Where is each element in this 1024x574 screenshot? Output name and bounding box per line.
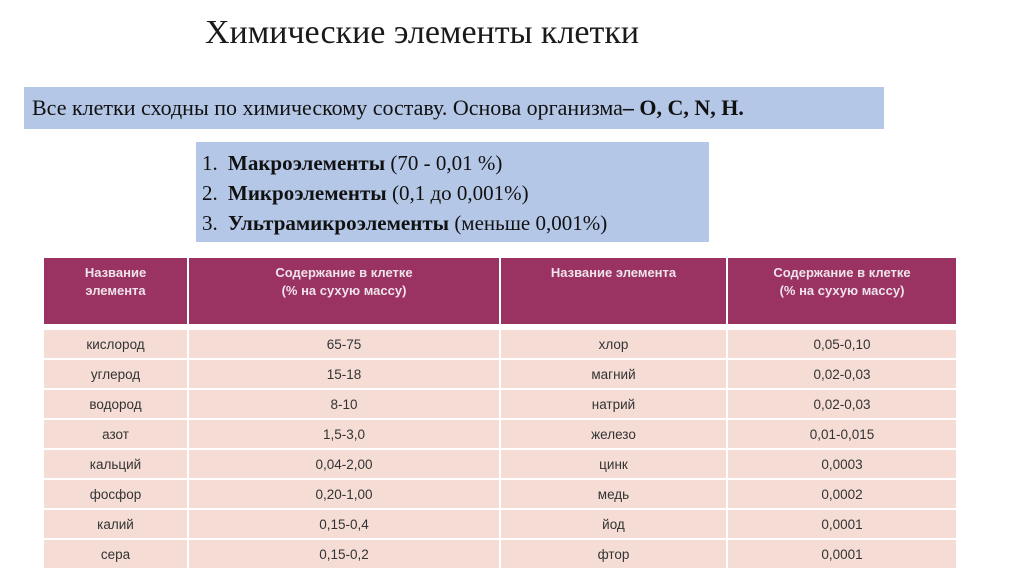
table-cell: углерод xyxy=(44,358,189,388)
table-cell: 0,0001 xyxy=(728,508,956,538)
header-element-name-2: Название элемента xyxy=(501,258,728,324)
table-cell: железо xyxy=(501,418,728,448)
table-cell: 0,15-0,4 xyxy=(189,508,501,538)
table-cell: фтор xyxy=(501,538,728,568)
list-item xyxy=(202,208,709,238)
table-row xyxy=(44,478,956,508)
table-row xyxy=(44,324,956,358)
table-cell: магний xyxy=(501,358,728,388)
elements-table xyxy=(44,258,956,568)
table-row xyxy=(44,448,956,478)
table-row xyxy=(44,418,956,448)
intro-text: Все клетки сходны по химическому составу. Основа организма xyxy=(32,95,623,120)
table-cell: цинк xyxy=(501,448,728,478)
table-cell: медь xyxy=(501,478,728,508)
table-cell: сера xyxy=(44,538,189,568)
table-cell: 0,02-0,03 xyxy=(728,358,956,388)
header-content-2: Содержание в клетке (% на сухую массу) xyxy=(728,258,956,324)
table-cell: 0,02-0,03 xyxy=(728,388,956,418)
list-rest: (0,1 до 0,001%) xyxy=(386,181,529,205)
table-cell: хлор xyxy=(501,324,728,358)
table-cell: 0,05-0,10 xyxy=(728,324,956,358)
elements-table-container xyxy=(44,258,956,563)
list-item xyxy=(202,148,709,178)
table-cell: 8-10 xyxy=(189,388,501,418)
table-cell: 0,15-0,2 xyxy=(189,538,501,568)
list-rest: (меньше 0,001%) xyxy=(449,211,608,235)
table-row xyxy=(44,538,956,568)
header-element-name: Название элемента xyxy=(44,258,189,324)
table-cell: 15-18 xyxy=(189,358,501,388)
table-cell: натрий xyxy=(501,388,728,418)
table-cell: кальций xyxy=(44,448,189,478)
list-bold: Макроэлементы xyxy=(228,151,386,175)
table-cell: 0,0001 xyxy=(728,538,956,568)
list-number: 1. xyxy=(202,151,218,175)
table-cell: 0,0003 xyxy=(728,448,956,478)
intro-bold-text: – O, C, N, H. xyxy=(622,95,744,120)
table-row xyxy=(44,508,956,538)
table-cell: кислород xyxy=(44,324,189,358)
table-cell: йод xyxy=(501,508,728,538)
element-groups-list xyxy=(196,142,709,242)
intro-box xyxy=(24,87,884,129)
page-title: Химические элементы клетки xyxy=(205,14,640,51)
table-row xyxy=(44,388,956,418)
list-bold: Микроэлементы xyxy=(228,181,387,205)
table-cell: 0,04-2,00 xyxy=(189,448,501,478)
table-cell: 1,5-3,0 xyxy=(189,418,501,448)
list-item xyxy=(202,178,709,208)
table-header-row xyxy=(44,258,956,324)
table-cell: водород xyxy=(44,388,189,418)
list-number: 2. xyxy=(202,181,218,205)
table-cell: калий xyxy=(44,508,189,538)
table-cell: 65-75 xyxy=(189,324,501,358)
table-row xyxy=(44,358,956,388)
table-cell: 0,0002 xyxy=(728,478,956,508)
list-bold: Ультрамикроэлементы xyxy=(228,211,450,235)
table-cell: фосфор xyxy=(44,478,189,508)
table-cell: 0,01-0,015 xyxy=(728,418,956,448)
header-content: Содержание в клетке (% на сухую массу) xyxy=(189,258,501,324)
list-number: 3. xyxy=(202,211,218,235)
table-cell: 0,20-1,00 xyxy=(189,478,501,508)
table-cell: азот xyxy=(44,418,189,448)
list-rest: (70 - 0,01 %) xyxy=(385,151,503,175)
